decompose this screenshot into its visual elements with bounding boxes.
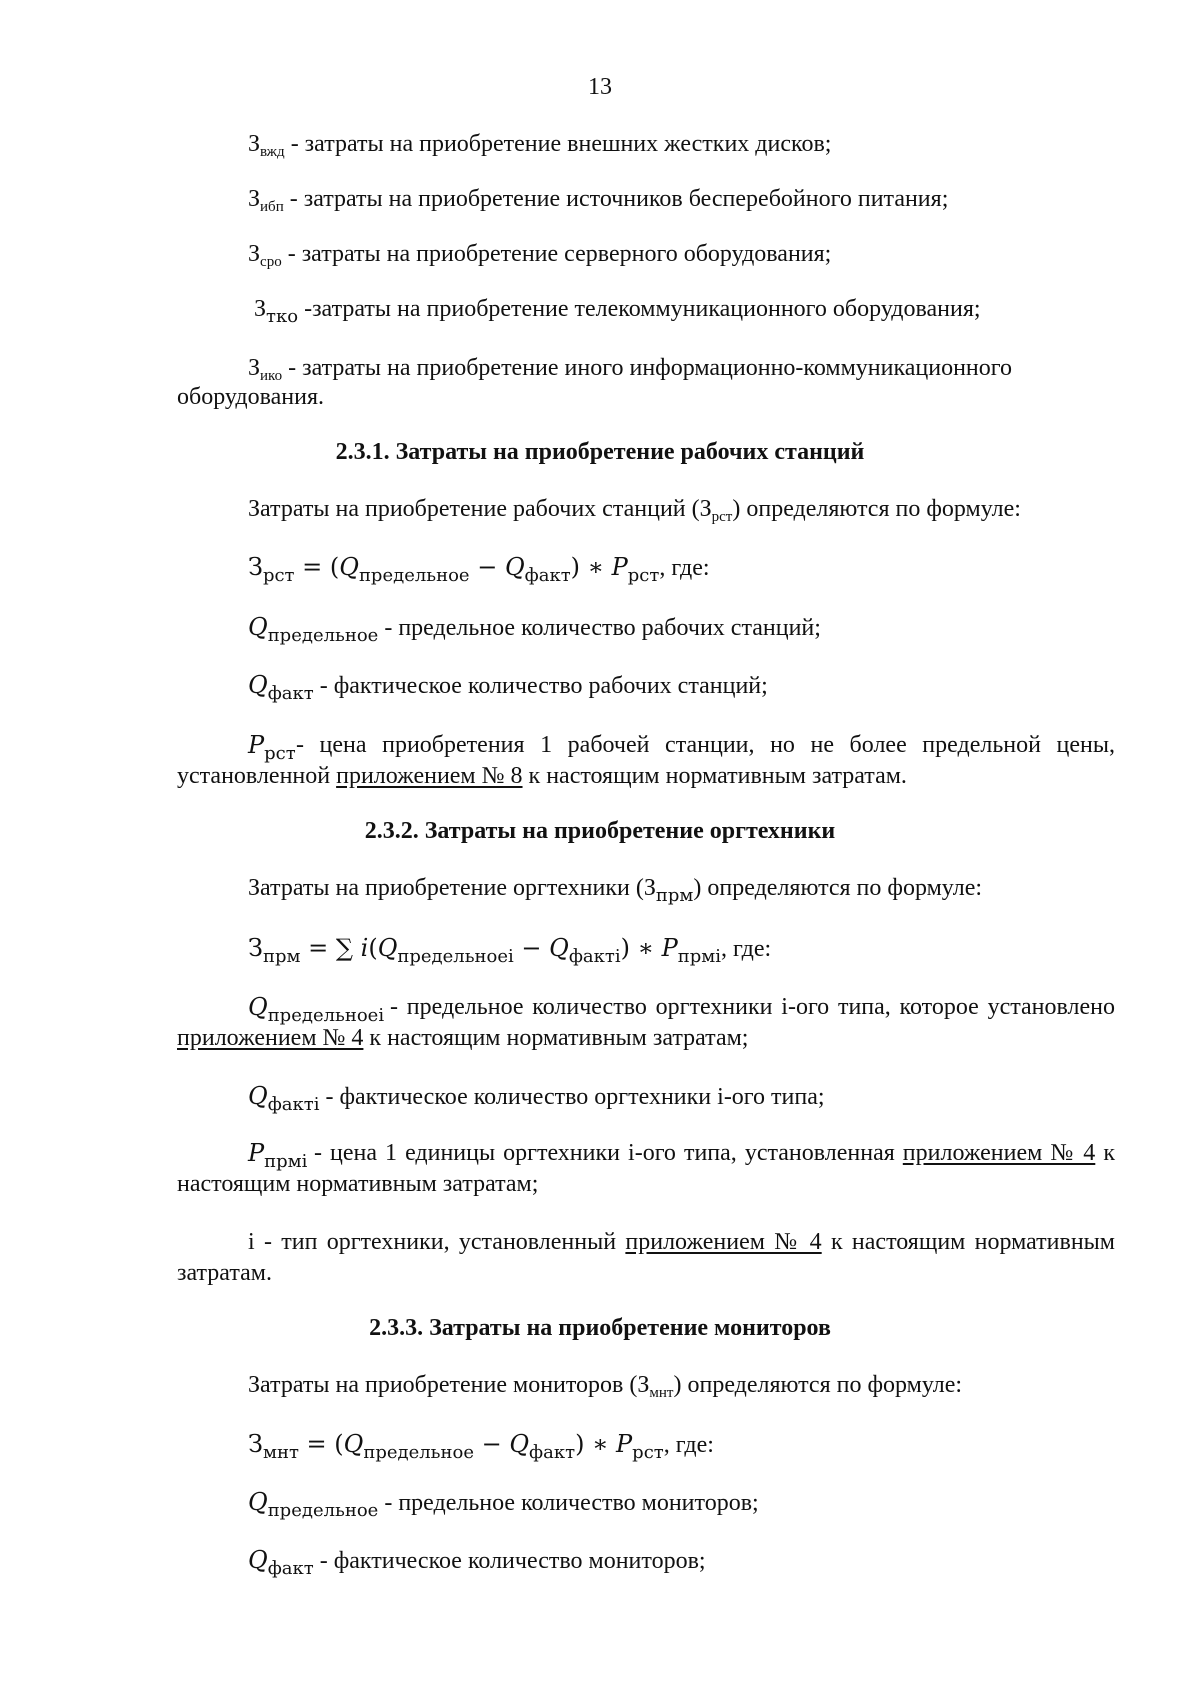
formula-variable: Q xyxy=(504,553,525,581)
definition-text: - цена 1 единицы оргтехники i-ого типа, установленная xyxy=(314,1140,903,1166)
definition-iko-continuation: оборудования. xyxy=(177,384,324,410)
variable-subscript: предельное xyxy=(267,1500,379,1521)
formula-variable: Q xyxy=(509,1430,530,1458)
formula-operator: ( xyxy=(368,934,378,962)
formula-subscript: факт xyxy=(524,565,571,586)
formula-prm xyxy=(248,933,772,967)
definition-ibp xyxy=(248,184,948,214)
variable-symbol: P xyxy=(248,731,265,759)
definition-sro xyxy=(248,239,831,269)
definition-text: к настоящим нормативным затратам; xyxy=(363,1025,749,1051)
formula-variable: P xyxy=(616,1430,633,1458)
formula-lhs: З xyxy=(248,553,263,581)
symbol-subscript: вжд xyxy=(260,144,285,160)
formula-lhs-subscript: мнт xyxy=(262,1442,299,1463)
symbol-subscript: тко xyxy=(266,306,299,327)
definition-text: - затраты на приобретение иного информационно-коммуникационного xyxy=(282,355,1013,381)
variable-symbol: Q xyxy=(248,993,268,1021)
variable-subscript: рст xyxy=(264,743,296,764)
formula-lead-mnt xyxy=(248,1370,962,1400)
appendix-4-link[interactable]: приложением № 4 xyxy=(625,1229,822,1255)
formula-subscript: рст xyxy=(627,565,660,586)
formula-lhs: З xyxy=(248,1430,263,1458)
definition-p-prm-i-symbol xyxy=(248,1138,308,1172)
formula-operator: ) ∗ xyxy=(620,934,662,962)
variable-subscript: факт xyxy=(267,683,314,704)
formula-lead-rst xyxy=(248,494,1021,524)
symbol-subscript: прм xyxy=(655,885,694,906)
section-heading-2-3-3: 2.3.3. Затраты на приобретение мониторов xyxy=(369,1315,831,1341)
formula-subscript: прмi xyxy=(677,946,721,967)
formula-operator: = ( xyxy=(294,553,340,581)
symbol-subscript: ибп xyxy=(260,199,284,215)
formula-variable: Q xyxy=(549,934,569,962)
formula-tail: , где: xyxy=(663,1432,714,1458)
definition-p-rst-line2 xyxy=(177,761,907,791)
formula-lhs: З xyxy=(248,934,263,962)
formula-operator: ) ∗ xyxy=(570,553,612,581)
variable-subscript: фактi xyxy=(267,1094,320,1115)
definition-text: -затраты на приобретение телекоммуникационного оборудования; xyxy=(298,296,981,322)
lead-text: Затраты на приобретение оргтехники (З xyxy=(248,875,656,901)
variable-symbol: Q xyxy=(248,1546,268,1574)
definition-q-fakt xyxy=(248,670,768,704)
definition-p-prm-i-line2: настоящим нормативным затратам; xyxy=(177,1171,539,1197)
formula-tail: , где: xyxy=(721,936,772,962)
definition-vzhd xyxy=(248,129,831,159)
variable-symbol: Q xyxy=(248,1488,268,1516)
formula-rst xyxy=(248,552,710,586)
formula-subscript: предельноеi xyxy=(397,946,514,967)
lead-text: ) определяются по формуле: xyxy=(732,496,1021,522)
symbol-subscript: ико xyxy=(260,368,283,384)
formula-subscript: предельное xyxy=(363,1442,474,1463)
definition-text: - предельное количество рабочих станций; xyxy=(378,615,821,641)
section-heading-2-3-2: 2.3.2. Затраты на приобретение оргтехники xyxy=(364,818,836,844)
cost-symbol: З xyxy=(254,296,267,322)
variable-subscript: прмi xyxy=(264,1151,308,1172)
formula-operator: = ∑ xyxy=(300,934,361,962)
definition-q-fakt-monitors xyxy=(248,1545,706,1579)
formula-subscript: предельное xyxy=(358,565,470,586)
definition-text: - предельное количество мониторов; xyxy=(378,1490,759,1516)
definition-text: установленной xyxy=(177,763,337,789)
symbol-subscript: сро xyxy=(260,254,282,270)
formula-variable: P xyxy=(611,553,628,581)
lead-text: ) определяются по формуле: xyxy=(673,1372,963,1398)
formula-subscript: рст xyxy=(632,1442,664,1463)
definition-p-rst-line1: - цена приобретения 1 рабочей станции, но не более предельной цены, xyxy=(296,732,1115,758)
definition-text: - затраты на приобретение внешних жестких дисков; xyxy=(284,131,832,157)
lead-text: ) определяются по формуле: xyxy=(693,875,983,901)
variable-symbol: P xyxy=(248,1139,265,1167)
page-number: 13 xyxy=(588,74,612,100)
definition-text: к xyxy=(1095,1140,1115,1166)
formula-operator: − xyxy=(473,1430,510,1458)
formula-mnt xyxy=(248,1429,714,1463)
formula-variable: P xyxy=(661,934,678,962)
appendix-4-link[interactable]: приложением № 4 xyxy=(177,1025,364,1051)
variable-subscript: факт xyxy=(267,1558,314,1579)
cost-symbol: З xyxy=(248,131,261,157)
definition-tko xyxy=(254,294,981,327)
definition-text: к настоящим нормативным xyxy=(821,1229,1115,1255)
definition-text: i - тип оргтехники, установленный xyxy=(248,1229,626,1255)
definition-iko xyxy=(248,353,1012,383)
definition-q-predelnoe xyxy=(248,612,821,646)
formula-operator: − xyxy=(513,934,550,962)
section-heading-2-3-1: 2.3.1. Затраты на приобретение рабочих станций xyxy=(335,439,865,465)
appendix-4-link[interactable]: приложением № 4 xyxy=(902,1140,1096,1166)
lead-text: Затраты на приобретение рабочих станций (З xyxy=(248,496,712,522)
formula-variable: Q xyxy=(339,553,359,581)
formula-variable: i xyxy=(360,934,369,962)
formula-variable: Q xyxy=(343,1430,364,1458)
variable-symbol: Q xyxy=(248,1082,268,1110)
formula-subscript: фактi xyxy=(568,946,621,967)
variable-symbol: Q xyxy=(248,613,268,641)
formula-operator: = ( xyxy=(298,1430,344,1458)
symbol-subscript: рст xyxy=(711,509,733,525)
cost-symbol: З xyxy=(248,355,261,381)
appendix-8-link[interactable]: приложением № 8 xyxy=(336,763,523,789)
cost-symbol: З xyxy=(248,241,261,267)
definition-q-predelnoe-monitors xyxy=(248,1487,759,1521)
formula-lead-prm xyxy=(248,873,983,906)
definition-text: - затраты на приобретение источников бесперебойного питания; xyxy=(283,186,949,212)
definition-text: - затраты на приобретение серверного оборудования; xyxy=(281,241,832,267)
definition-q-fakt-i xyxy=(248,1081,825,1115)
variable-subscript: предельноеi xyxy=(267,1005,385,1026)
cost-symbol: З xyxy=(248,186,261,212)
definition-i-line1 xyxy=(248,1227,1115,1257)
definition-i-line2: затратам. xyxy=(177,1260,272,1286)
formula-lhs-subscript: прм xyxy=(262,946,301,967)
definition-q-predelnoe-i-line1: - предельное количество оргтехники i-ого типа, которое установлено xyxy=(390,994,1115,1020)
formula-variable: Q xyxy=(377,934,398,962)
definition-q-predelnoe-i-symbol xyxy=(248,992,385,1026)
formula-tail: , где: xyxy=(659,555,710,581)
definition-q-predelnoe-i-line2 xyxy=(177,1023,748,1053)
formula-operator: − xyxy=(469,553,505,581)
formula-subscript: факт xyxy=(529,1442,576,1463)
formula-operator: ) ∗ xyxy=(575,1430,617,1458)
variable-subscript: предельное xyxy=(267,625,379,646)
variable-symbol: Q xyxy=(248,671,268,699)
definition-p-prm-i-line1 xyxy=(314,1138,1115,1168)
formula-lhs-subscript: рст xyxy=(262,565,295,586)
symbol-subscript: мнт xyxy=(649,1385,674,1401)
definition-text: - фактическое количество рабочих станций; xyxy=(313,673,768,699)
definition-text: - фактическое количество мониторов; xyxy=(313,1548,706,1574)
lead-text: Затраты на приобретение мониторов (З xyxy=(248,1372,650,1398)
definition-text: к настоящим нормативным затратам. xyxy=(522,763,907,789)
definition-text: - фактическое количество оргтехники i-ого типа; xyxy=(319,1084,825,1110)
